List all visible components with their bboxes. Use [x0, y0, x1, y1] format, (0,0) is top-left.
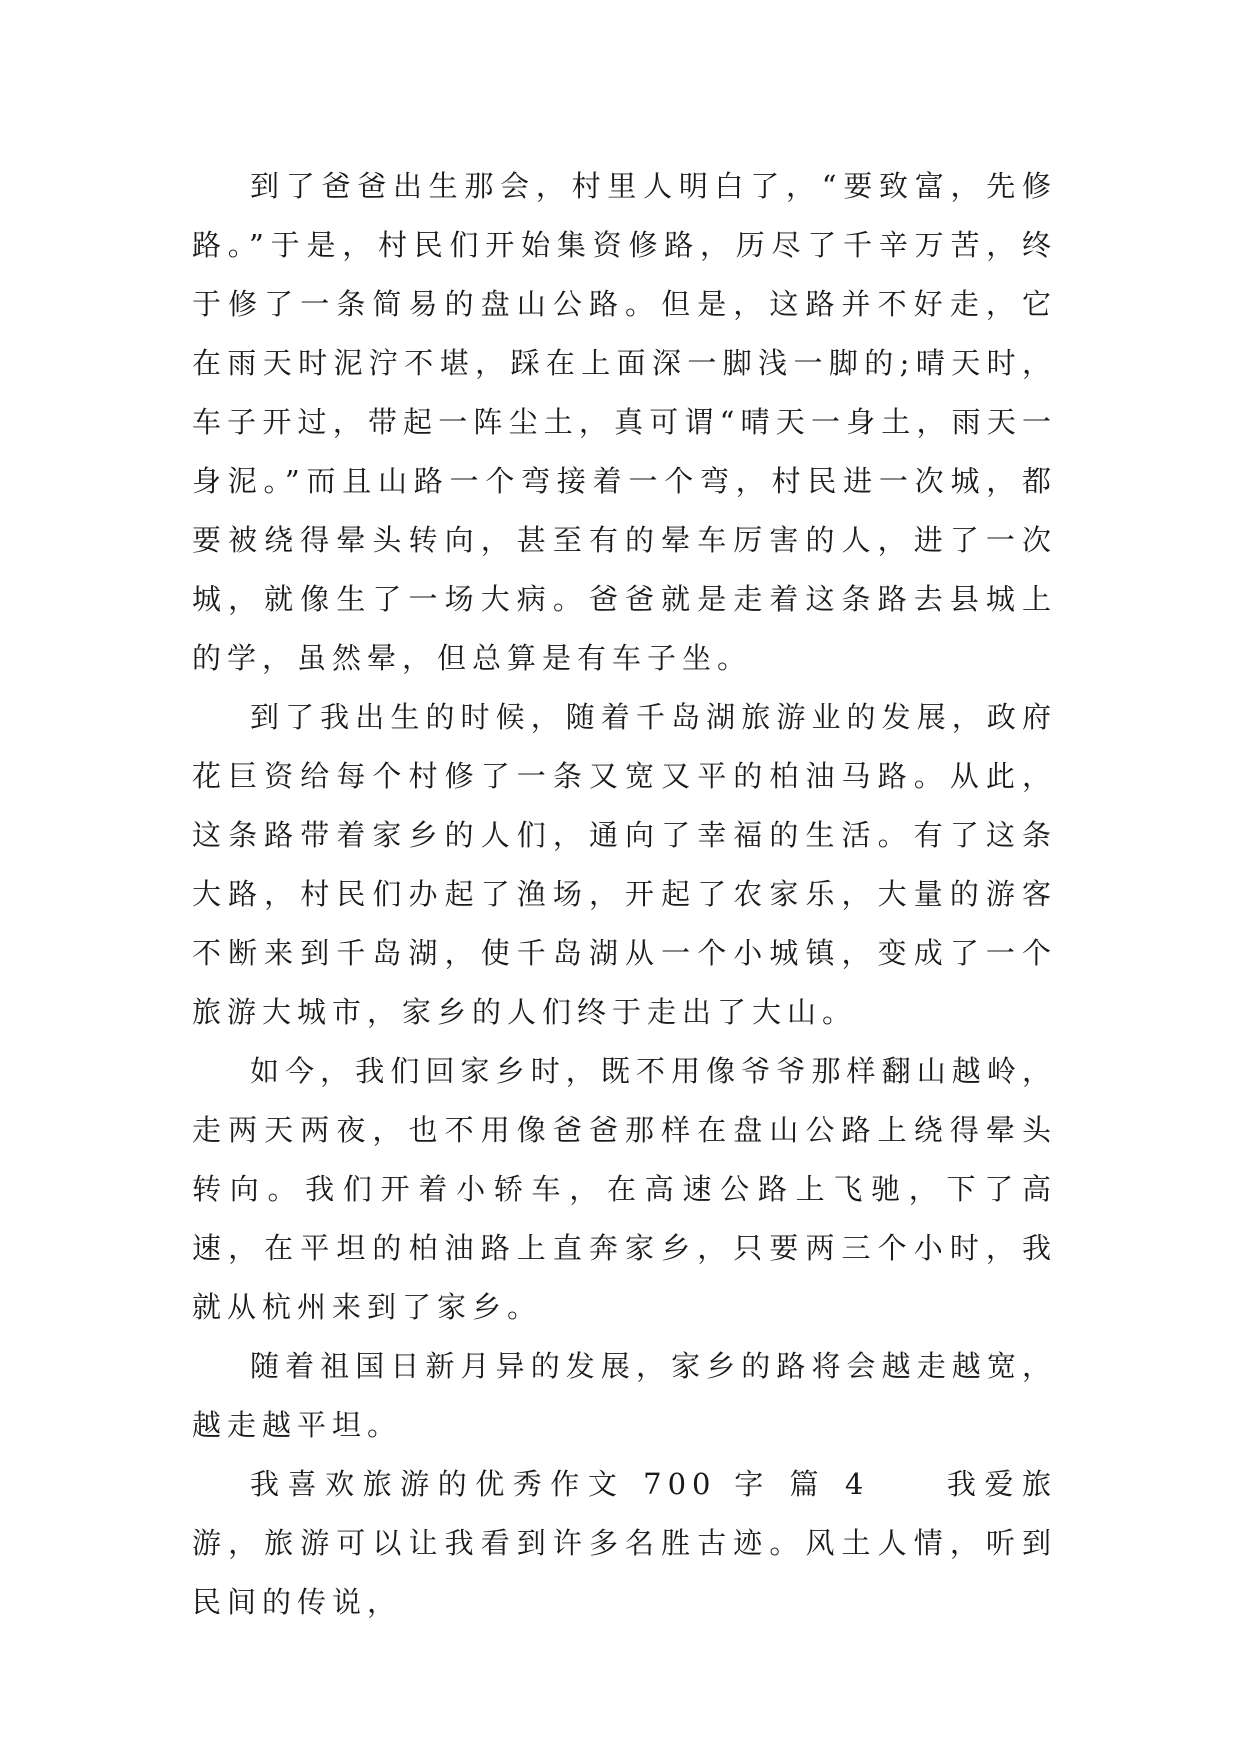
document-page: [192, 157, 1057, 1632]
paragraph-grandfather-road-era: 到了爸爸出生那会，村里人明白了，“要致富，先修路。”于是，村民们开始集资修路，历尽了千辛万苦，终于修了一条简易的盘山公路。但是，这路并不好走，它在雨天时泥泞不堪，踩在上面深一脚浅一脚的;晴天时，车子开过，带起一阵尘土，真可谓“晴天一身土，雨天一身泥。”而且山路一个弯接着一个弯，村民进一次城，都要被绕得晕头转向，甚至有的晕车厉害的人，进了一次城，就像生了一场大病。爸爸就是走着这条路去县城上的学，虽然晕，但总算是有车子坐。: [192, 169, 1057, 675]
paragraph-future: 随着祖国日新月异的发展，家乡的路将会越走越宽，越走越平坦。: [192, 1349, 1057, 1442]
paragraph-my-birth-era: 到了我出生的时候，随着千岛湖旅游业的发展，政府花巨资给每个村修了一条又宽又平的柏油马路。从此，这条路带着家乡的人们，通向了幸福的生活。有了这条大路，村民们办起了渔场，开起了农家乐，大量的游客不断来到千岛湖，使千岛湖从一个小城镇，变成了一个旅游大城市，家乡的人们终于走出了大山。: [192, 700, 1057, 1029]
paragraph-today: 如今，我们回家乡时，既不用像爷爷那样翻山越岭，走两天两夜，也不用像爸爸那样在盘山公路上绕得晕头转向。我们开着小轿车，在高速公路上飞驰，下了高速，在平坦的柏油路上直奔家乡，只要两三个小时，我就从杭州来到了家乡。: [192, 1054, 1057, 1324]
paragraph-essay-4-start: 我喜欢旅游的优秀作文 700 字 篇 4 我爱旅游，旅游可以让我看到许多名胜古迹。风土人情，听到民间的传说，: [192, 1467, 1057, 1619]
